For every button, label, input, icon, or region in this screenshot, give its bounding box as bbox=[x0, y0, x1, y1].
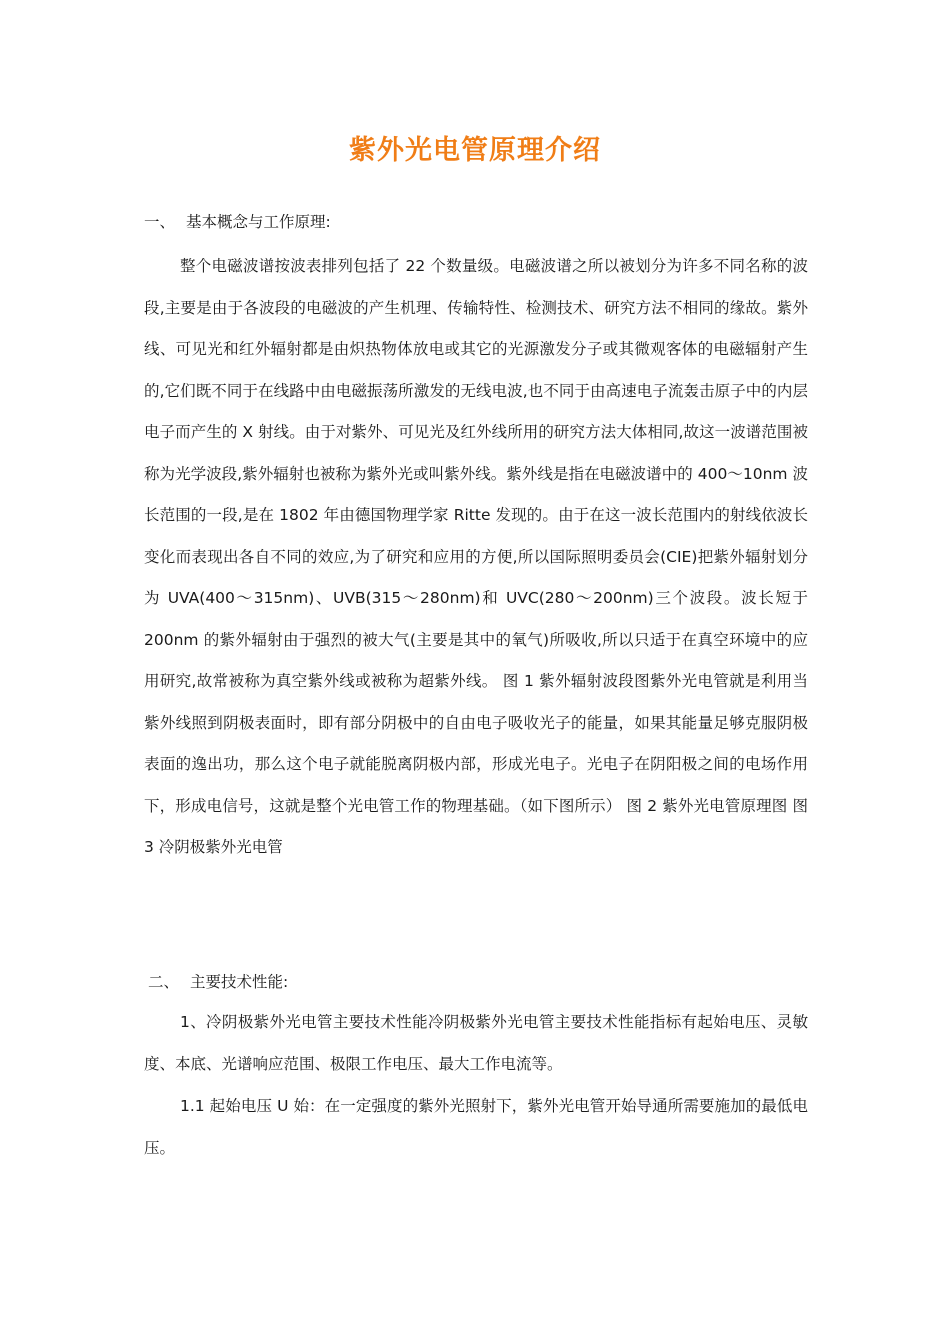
section-number-1: 一、 bbox=[144, 213, 176, 231]
section-heading-2 bbox=[148, 972, 288, 992]
section-heading-text-1: 基本概念与工作原理: bbox=[186, 213, 331, 231]
section-heading-text-2: 主要技术性能: bbox=[190, 973, 289, 991]
document-title: 紫外光电管原理介绍 bbox=[349, 135, 601, 166]
section-heading-1 bbox=[144, 212, 331, 232]
paragraph-3: 1.1 起始电压 U 始：在一定强度的紫外光照射下，紫外光电管开始导通所需要施加的最低电压。 bbox=[144, 1097, 808, 1157]
section-number-2: 二、 bbox=[148, 973, 180, 991]
paragraph-2: 1、冷阴极紫外光电管主要技术性能冷阴极紫外光电管主要技术性能指标有起始电压、灵敏度、本底、光谱响应范围、极限工作电压、最大工作电流等。 bbox=[144, 1013, 808, 1073]
paragraph-1: 整个电磁波谱按波表排列包括了 22 个数量级。电磁波谱之所以被划分为许多不同名称的波段,主要是由于各波段的电磁波的产生机理、传输特性、检测技术、研究方法不相同的缘故。紫外线、可见光和红外辐射都是由炽热物体放电或其它的光源激发分子或其微观客体的电磁辐射产生的,它们既不同于在线路中由电磁振荡所激发的无线电波,也不同于由高速电子流轰击原子中的内层电子而产生的 X 射线。由于对紫外、可见光及红外线所用的研究方法大体相同,故这一波谱范围被称为光学波段,紫外辐射也被称为紫外光或叫紫外线。紫外线是指在电磁波谱中的 400～10nm 波长范围的一段,是在 1802 年由德国物理学家 Ritte 发现的。由于在这一波长范围内的射线依波长变化而表现出各自不同的效应,为了研究和应用的方便,所以国际照明委员会(CIE)把紫外辐射划分为 UVA(400～315nm)、UVB(315～280nm)和 UVC(280～200nm)三个波段。波长短于 200nm 的紫外辐射由于强烈的被大气(主要是其中的氧气)所吸收,所以只适于在真空环境中的应用研究,故常被称为真空紫外线或被称为超紫外线。 图 1 紫外辐射波段图紫外光电管就是利用当紫外线照到阴极表面时，即有部分阴极中的自由电子吸收光子的能量，如果其能量足够克服阴极表面的逸出功，那么这个电子就能脱离阴极内部，形成光电子。光电子在阴阳极之间的电场作用下，形成电信号，这就是整个光电管工作的物理基础。（如下图所示） 图 2 紫外光电管原理图 图 3 冷阴极紫外光电管 bbox=[144, 257, 808, 856]
